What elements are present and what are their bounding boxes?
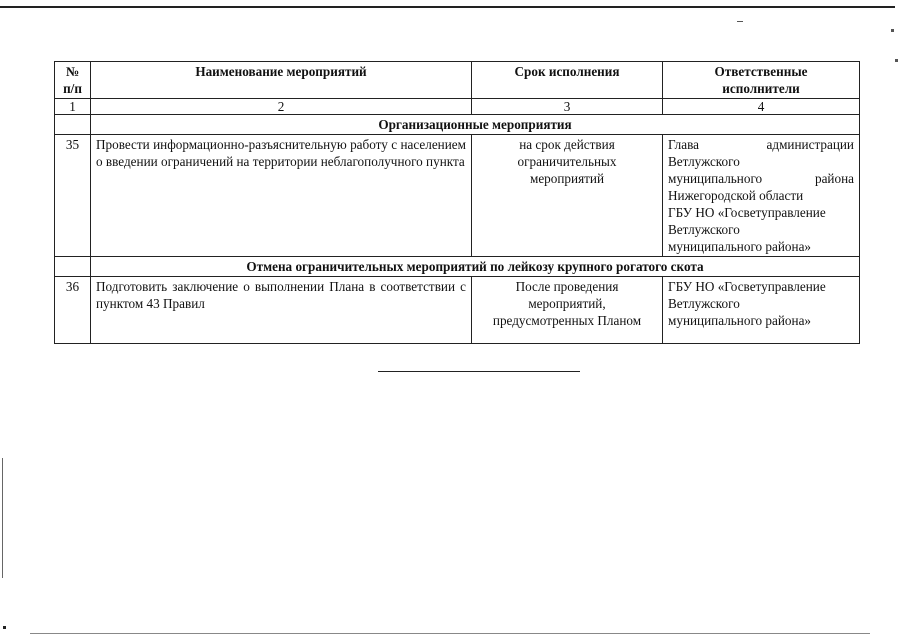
column-index: 3 [472, 99, 663, 115]
table-row [55, 135, 860, 257]
section-row [55, 115, 860, 135]
section-title: Организационные мероприятия [91, 115, 860, 135]
column-index: 2 [91, 99, 472, 115]
scan-mark [737, 21, 743, 22]
end-of-document-rule [378, 371, 580, 372]
row-activity: Провести информационно-разъяснительную работу с населением о введении ограничений на территории неблагополучного пункта [91, 135, 472, 257]
header-num: № п/п [55, 62, 91, 99]
row-responsible: Глава администрации Ветлужского муниципального района Нижегородской области ГБУ НО «Госветуправление Ветлужского муниципального района» [663, 135, 860, 257]
column-index: 1 [55, 99, 91, 115]
row-term: на срок действия ограничительных мероприятий [472, 135, 663, 257]
header-term: Срок исполнения [472, 62, 663, 99]
row-number: 35 [55, 135, 91, 257]
row-term: После проведения мероприятий, предусмотренных Планом [472, 277, 663, 344]
section-spacer [55, 115, 91, 135]
section-row [55, 257, 860, 277]
table-row [55, 277, 860, 344]
row-activity: Подготовить заключение о выполнении Плана в соответствии с пунктом 43 Правил [91, 277, 472, 344]
column-index: 4 [663, 99, 860, 115]
table-header-row [55, 62, 860, 99]
row-responsible: ГБУ НО «Госветуправление Ветлужского муниципального района» [663, 277, 860, 344]
scan-edge-bottom [30, 633, 870, 634]
scan-mark [891, 29, 894, 32]
scan-edge-left [2, 458, 3, 578]
header-responsible: Ответственные исполнители [663, 62, 860, 99]
scan-mark [895, 59, 898, 62]
scan-mark [3, 626, 6, 629]
header-name: Наименование мероприятий [91, 62, 472, 99]
section-title: Отмена ограничительных мероприятий по лейкозу крупного рогатого скота [91, 257, 860, 277]
plan-table [54, 61, 860, 344]
section-spacer [55, 257, 91, 277]
scan-edge-top [0, 6, 895, 8]
column-index-row [55, 99, 860, 115]
row-number: 36 [55, 277, 91, 344]
